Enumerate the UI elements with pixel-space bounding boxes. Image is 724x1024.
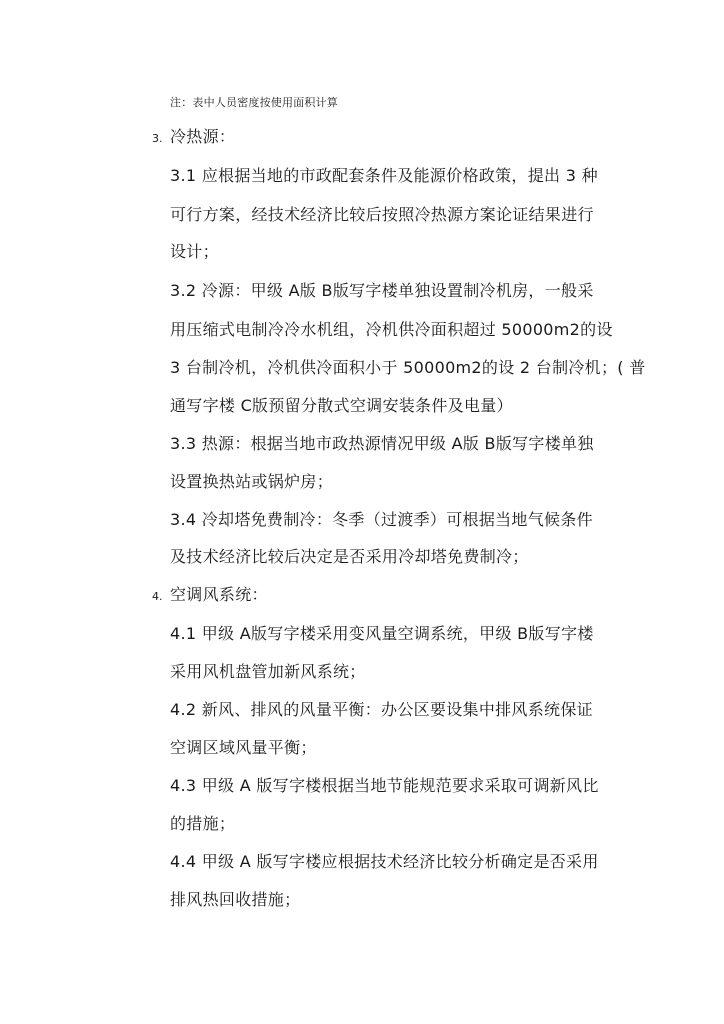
- section-3-line: 3 台制冷机，冷机供冷面积小于 50000m2的设 2 台制冷机；( 普: [170, 358, 646, 377]
- section-4-line: 4.3 甲级 A 版写字楼根据当地节能规范要求采取可调新风比: [170, 776, 599, 795]
- section-3-number: 3.: [152, 132, 163, 145]
- section-3-line: 3.1 应根据当地的市政配套条件及能源价格政策，提出 3 种: [170, 166, 598, 185]
- section-4-title: 空调风系统：: [170, 585, 268, 604]
- section-3-line: 3.2 冷源：甲级 A版 B版写字楼单独设置制冷机房，一般采: [170, 281, 594, 300]
- section-4-line: 排风热回收措施；: [170, 890, 301, 909]
- section-3-line: 通写字楼 C版预留分散式空调安装条件及电量）: [170, 396, 513, 415]
- section-4-line: 的措施；: [170, 814, 236, 833]
- section-4-line: 4.1 甲级 A版写字楼采用变风量空调系统，甲级 B版写字楼: [170, 624, 594, 643]
- section-4-line: 采用风机盘管加新风系统；: [170, 662, 366, 681]
- table-note: 注：表中人员密度按使用面积计算: [170, 96, 338, 109]
- section-3-line: 及技术经济比较后决定是否采用冷却塔免费制冷；: [170, 547, 529, 566]
- section-4-line: 4.4 甲级 A 版写字楼应根据技术经济比较分析确定是否采用: [170, 852, 599, 871]
- section-3-line: 可行方案，经技术经济比较后按照冷热源方案论证结果进行: [170, 205, 594, 224]
- section-3-line: 用压缩式电制冷冷水机组，冷机供冷面积超过 50000m2的设: [170, 320, 613, 339]
- section-4-line: 空调区域风量平衡；: [170, 738, 317, 757]
- section-3-line: 3.4 冷却塔免费制冷：冬季（过渡季）可根据当地气候条件: [170, 510, 593, 529]
- section-3-line: 设计；: [170, 242, 219, 261]
- section-4-number: 4.: [152, 590, 163, 603]
- section-3-line: 3.3 热源：根据当地市政热源情况甲级 A版 B版写字楼单独: [170, 434, 594, 453]
- section-3-title: 冷热源：: [170, 127, 236, 146]
- section-3-line: 设置换热站或锅炉房；: [170, 472, 334, 491]
- section-4-line: 4.2 新风、排风的风量平衡：办公区要设集中排风系统保证: [170, 700, 593, 719]
